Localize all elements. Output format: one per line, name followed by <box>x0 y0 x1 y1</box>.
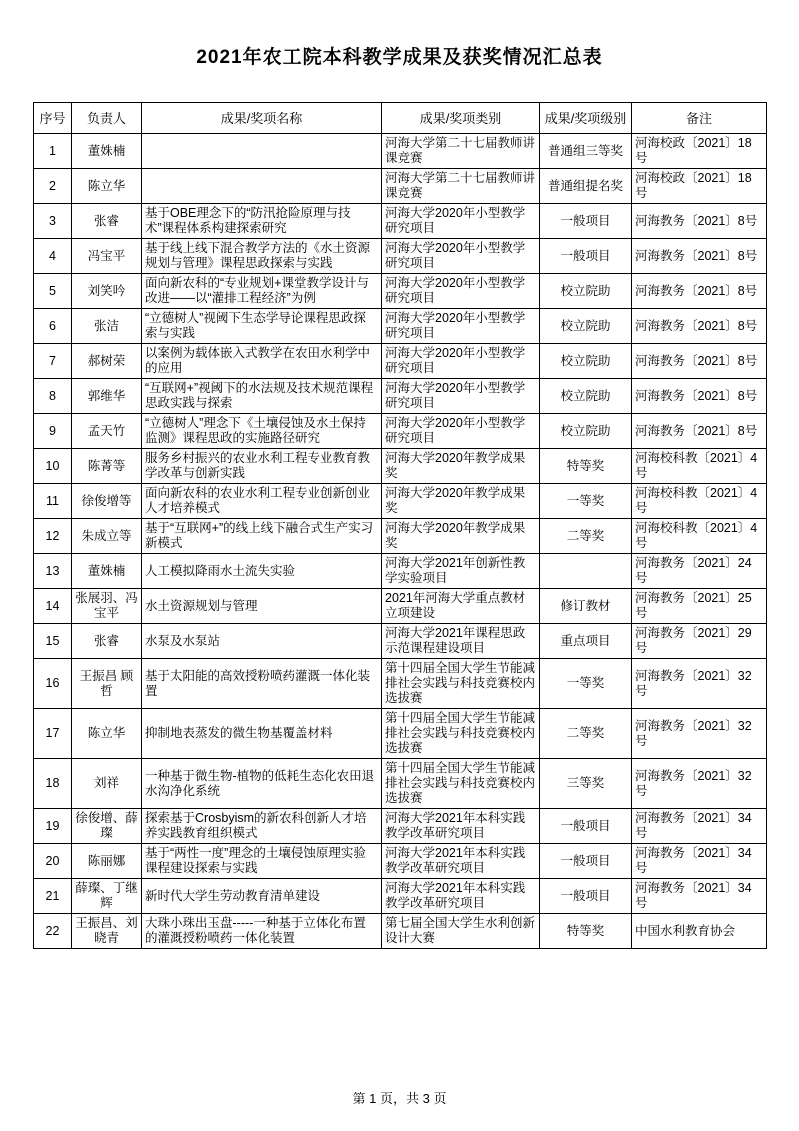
cell-no: 8 <box>34 379 72 414</box>
cell-level: 校立院助 <box>540 274 632 309</box>
cell-remark: 河海教务〔2021〕34号 <box>632 844 767 879</box>
cell-no: 3 <box>34 204 72 239</box>
summary-table-wrapper <box>33 102 766 949</box>
cell-name: 基于“互联网+”的线上线下融合式生产实习新模式 <box>142 519 382 554</box>
cell-name: 基于“两性一度”理念的土壤侵蚀原理实验课程建设探索与实践 <box>142 844 382 879</box>
table-row <box>34 309 767 344</box>
cell-person: 孟天竹 <box>72 414 142 449</box>
cell-person: 郝树荣 <box>72 344 142 379</box>
cell-remark: 河海教务〔2021〕8号 <box>632 414 767 449</box>
cell-level: 修订教材 <box>540 589 632 624</box>
cell-remark: 河海校科教〔2021〕4号 <box>632 484 767 519</box>
cell-name: 水土资源规划与管理 <box>142 589 382 624</box>
page-footer: 第 1 页，共 3 页 <box>352 1091 447 1106</box>
cell-name: 面向新农科的农业水利工程专业创新创业人才培养模式 <box>142 484 382 519</box>
cell-level: 一般项目 <box>540 204 632 239</box>
cell-person: 薛璨、丁继辉 <box>72 879 142 914</box>
cell-type: 河海大学2020年小型教学研究项目 <box>382 344 540 379</box>
cell-remark: 河海教务〔2021〕8号 <box>632 309 767 344</box>
cell-level: 一般项目 <box>540 809 632 844</box>
cell-no: 4 <box>34 239 72 274</box>
cell-person: 董姝楠 <box>72 134 142 169</box>
cell-remark: 河海校科教〔2021〕4号 <box>632 449 767 484</box>
table-row <box>34 134 767 169</box>
summary-table <box>33 102 767 949</box>
cell-level: 校立院助 <box>540 344 632 379</box>
cell-name <box>142 134 382 169</box>
cell-level: 校立院助 <box>540 309 632 344</box>
cell-type: 河海大学2020年小型教学研究项目 <box>382 309 540 344</box>
cell-remark: 河海教务〔2021〕32号 <box>632 709 767 759</box>
cell-type: 河海大学2020年小型教学研究项目 <box>382 379 540 414</box>
cell-name: 以案例为载体嵌入式教学在农田水利学中的应用 <box>142 344 382 379</box>
cell-no: 18 <box>34 759 72 809</box>
cell-no: 1 <box>34 134 72 169</box>
cell-remark: 河海校科教〔2021〕4号 <box>632 519 767 554</box>
cell-type: 河海大学2020年小型教学研究项目 <box>382 204 540 239</box>
column-header-name: 成果/奖项名称 <box>142 103 382 134</box>
table-row <box>34 169 767 204</box>
cell-remark: 河海教务〔2021〕32号 <box>632 659 767 709</box>
cell-remark: 河海校政〔2021〕18号 <box>632 169 767 204</box>
cell-no: 5 <box>34 274 72 309</box>
cell-type: 河海大学2021年课程思政示范课程建设项目 <box>382 624 540 659</box>
cell-person: 冯宝平 <box>72 239 142 274</box>
cell-type: 河海大学2020年小型教学研究项目 <box>382 274 540 309</box>
cell-type: 河海大学2021年本科实践教学改革研究项目 <box>382 879 540 914</box>
cell-person: 陈立华 <box>72 709 142 759</box>
cell-no: 19 <box>34 809 72 844</box>
table-row <box>34 379 767 414</box>
cell-level: 校立院助 <box>540 379 632 414</box>
cell-no: 21 <box>34 879 72 914</box>
table-row <box>34 239 767 274</box>
cell-name: “立德树人”理念下《土壤侵蚀及水土保持监测》课程思政的实施路径研究 <box>142 414 382 449</box>
cell-name <box>142 169 382 204</box>
cell-person: 陈丽娜 <box>72 844 142 879</box>
cell-name: 基于OBE理念下的“防汛抢险原理与技术”课程体系构建探索研究 <box>142 204 382 239</box>
cell-remark: 河海教务〔2021〕25号 <box>632 589 767 624</box>
cell-type: 第十四届全国大学生节能减排社会实践与科技竞赛校内选拔赛 <box>382 659 540 709</box>
cell-no: 6 <box>34 309 72 344</box>
cell-level: 普通组三等奖 <box>540 134 632 169</box>
cell-level: 特等奖 <box>540 449 632 484</box>
cell-remark: 河海教务〔2021〕32号 <box>632 759 767 809</box>
cell-level: 重点项目 <box>540 624 632 659</box>
table-row <box>34 914 767 949</box>
cell-no: 2 <box>34 169 72 204</box>
column-header-person: 负责人 <box>72 103 142 134</box>
cell-person: 陈菁等 <box>72 449 142 484</box>
cell-no: 11 <box>34 484 72 519</box>
cell-type: 河海大学2021年本科实践教学改革研究项目 <box>382 844 540 879</box>
cell-type: 河海大学2020年小型教学研究项目 <box>382 239 540 274</box>
cell-person: 徐俊增等 <box>72 484 142 519</box>
cell-person: 刘祥 <box>72 759 142 809</box>
cell-remark: 河海教务〔2021〕34号 <box>632 809 767 844</box>
cell-remark: 中国水利教育协会 <box>632 914 767 949</box>
cell-no: 15 <box>34 624 72 659</box>
cell-no: 10 <box>34 449 72 484</box>
cell-name: 探索基于Crosbyism的新农科创新人才培养实践教育组织模式 <box>142 809 382 844</box>
cell-name: 基于线上线下混合教学方法的《水土资源规划与管理》课程思政探索与实践 <box>142 239 382 274</box>
table-row <box>34 759 767 809</box>
column-header-type: 成果/奖项类别 <box>382 103 540 134</box>
cell-remark: 河海教务〔2021〕24号 <box>632 554 767 589</box>
table-row <box>34 344 767 379</box>
cell-person: 朱成立等 <box>72 519 142 554</box>
cell-no: 14 <box>34 589 72 624</box>
cell-remark: 河海教务〔2021〕8号 <box>632 344 767 379</box>
cell-level: 二等奖 <box>540 709 632 759</box>
table-row <box>34 659 767 709</box>
table-body <box>34 134 767 949</box>
cell-type: 第七届全国大学生水利创新设计大赛 <box>382 914 540 949</box>
cell-name: 新时代大学生劳动教育清单建设 <box>142 879 382 914</box>
cell-name: “互联网+”视阈下的水法规及技术规范课程思政实践与探索 <box>142 379 382 414</box>
cell-type: 河海大学2021年创新性教学实验项目 <box>382 554 540 589</box>
cell-name: 基于太阳能的高效授粉喷药灌溉一体化装置 <box>142 659 382 709</box>
cell-person: 刘笑吟 <box>72 274 142 309</box>
cell-name: 抑制地表蒸发的微生物基覆盖材料 <box>142 709 382 759</box>
cell-level: 一等奖 <box>540 484 632 519</box>
cell-type: 河海大学2021年本科实践教学改革研究项目 <box>382 809 540 844</box>
table-header-row <box>34 103 767 134</box>
table-row <box>34 449 767 484</box>
table-row <box>34 809 767 844</box>
cell-name: 面向新农科的“专业规划+课堂教学设计与改进——以“灌排工程经济”为例 <box>145 276 369 305</box>
table-row <box>34 554 767 589</box>
cell-name: 服务乡村振兴的农业水利工程专业教育教学改革与创新实践 <box>142 449 382 484</box>
cell-person: 董姝楠 <box>72 554 142 589</box>
cell-level: 一般项目 <box>540 239 632 274</box>
cell-person: 张展羽、冯宝平 <box>72 589 142 624</box>
cell-no: 12 <box>34 519 72 554</box>
cell-remark: 河海教务〔2021〕29号 <box>632 624 767 659</box>
cell-person: 徐俊增、薛璨 <box>72 809 142 844</box>
cell-type: 第十四届全国大学生节能减排社会实践与科技竞赛校内选拔赛 <box>382 709 540 759</box>
cell-remark: 河海教务〔2021〕8号 <box>632 379 767 414</box>
cell-remark: 河海教务〔2021〕8号 <box>632 204 767 239</box>
cell-remark: 河海教务〔2021〕8号 <box>632 239 767 274</box>
table-row <box>34 709 767 759</box>
cell-level: 特等奖 <box>540 914 632 949</box>
cell-type: 河海大学2020年教学成果奖 <box>382 484 540 519</box>
cell-no: 7 <box>34 344 72 379</box>
table-row <box>34 844 767 879</box>
column-header-remark: 备注 <box>632 103 767 134</box>
table-row <box>34 414 767 449</box>
cell-type: 河海大学第二十七届教师讲课竞赛 <box>382 134 540 169</box>
cell-remark: 河海校政〔2021〕18号 <box>632 134 767 169</box>
cell-person: 郭维华 <box>72 379 142 414</box>
cell-level <box>540 554 632 589</box>
cell-no: 20 <box>34 844 72 879</box>
cell-type: 第十四届全国大学生节能减排社会实践与科技竞赛校内选拔赛 <box>382 759 540 809</box>
cell-no: 13 <box>34 554 72 589</box>
table-row <box>34 519 767 554</box>
cell-no: 22 <box>34 914 72 949</box>
cell-no: 16 <box>34 659 72 709</box>
cell-level: 一等奖 <box>540 659 632 709</box>
cell-remark: 河海教务〔2021〕34号 <box>632 879 767 914</box>
cell-level: 一般项目 <box>540 879 632 914</box>
table-row <box>34 624 767 659</box>
table-row <box>34 879 767 914</box>
cell-level: 二等奖 <box>540 519 632 554</box>
cell-level: 普通组提名奖 <box>540 169 632 204</box>
table-row <box>34 484 767 519</box>
cell-person: 陈立华 <box>72 169 142 204</box>
column-header-level: 成果/奖项级别 <box>540 103 632 134</box>
cell-person: 张睿 <box>72 624 142 659</box>
column-header-no: 序号 <box>34 103 72 134</box>
cell-level: 校立院助 <box>540 414 632 449</box>
cell-no: 9 <box>34 414 72 449</box>
cell-name: “立德树人”视阈下生态学导论课程思政探索与实践 <box>142 309 382 344</box>
cell-type: 2021年河海大学重点教材立项建设 <box>382 589 540 624</box>
cell-person: 王振昌、刘晓青 <box>72 914 142 949</box>
cell-name: 水泵及水泵站 <box>142 624 382 659</box>
table-row <box>34 589 767 624</box>
cell-name: 人工模拟降雨水土流失实验 <box>142 554 382 589</box>
page-title: 2021年农工院本科教学成果及获奖情况汇总表 <box>196 47 603 68</box>
cell-person: 张睿 <box>72 204 142 239</box>
cell-name: 大珠小珠出玉盘-----一种基于立体化布置的灌溉授粉喷药一体化装置 <box>142 914 382 949</box>
cell-type: 河海大学2020年教学成果奖 <box>382 449 540 484</box>
table-row <box>34 274 767 309</box>
cell-name: 一种基于微生物-植物的低耗生态化农田退水沟净化系统 <box>142 759 382 809</box>
cell-type: 河海大学第二十七届教师讲课竞赛 <box>382 169 540 204</box>
cell-type: 河海大学2020年教学成果奖 <box>382 519 540 554</box>
cell-remark: 河海教务〔2021〕8号 <box>632 274 767 309</box>
cell-level: 三等奖 <box>540 759 632 809</box>
cell-person: 王振昌 顾哲 <box>72 659 142 709</box>
cell-no: 17 <box>34 709 72 759</box>
table-row <box>34 204 767 239</box>
cell-level: 一般项目 <box>540 844 632 879</box>
cell-person: 张洁 <box>72 309 142 344</box>
cell-type: 河海大学2020年小型教学研究项目 <box>382 414 540 449</box>
